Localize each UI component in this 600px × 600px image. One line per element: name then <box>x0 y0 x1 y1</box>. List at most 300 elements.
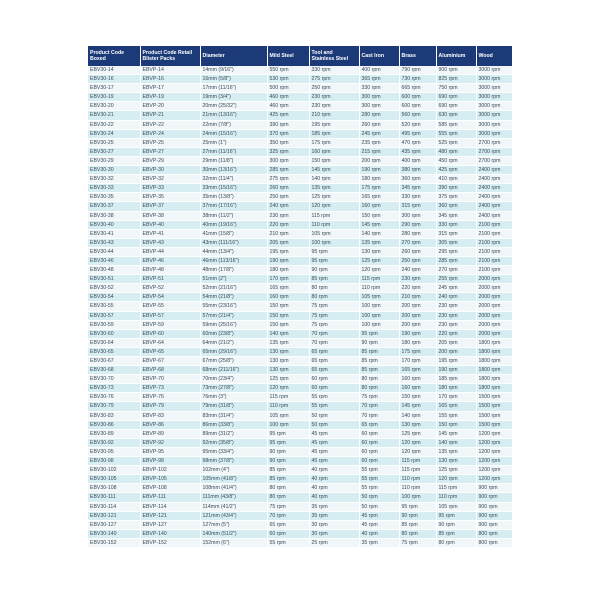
table-cell: 85 rpm <box>267 466 309 475</box>
table-cell: 330 rpm <box>359 84 399 93</box>
table-cell: EBVP-21 <box>140 111 200 120</box>
table-cell: EBVP-14 <box>140 66 200 75</box>
table-cell: 20mm (25/32") <box>200 102 267 111</box>
table-cell: 75 rpm <box>359 393 399 402</box>
table-cell: 95 rpm <box>399 502 436 511</box>
table-cell: EBV30-32 <box>88 175 140 184</box>
table-cell: EBV30-40 <box>88 220 140 229</box>
table-cell: EBVP-60 <box>140 329 200 338</box>
table-cell: 25 rpm <box>309 538 359 547</box>
table-cell: 40 rpm <box>359 529 399 538</box>
table-cell: 115 rpm <box>436 484 476 493</box>
table-cell: 140 rpm <box>359 229 399 238</box>
table-cell: 400 rpm <box>359 66 399 75</box>
table-cell: 95 rpm <box>359 329 399 338</box>
table-cell: 110 rpm <box>399 484 436 493</box>
table-cell: 90 rpm <box>399 511 436 520</box>
table-cell: 380 rpm <box>399 166 436 175</box>
table-cell: 135 rpm <box>436 447 476 456</box>
header-product-code-boxed: Product Code Boxed <box>88 46 140 66</box>
table-row <box>88 184 512 193</box>
table-cell: 70 rpm <box>359 402 399 411</box>
table-cell: 390 rpm <box>436 184 476 193</box>
table-cell: 155 rpm <box>436 411 476 420</box>
table-cell: 115 rpm <box>267 393 309 402</box>
table-cell: 35 rpm <box>309 511 359 520</box>
table-cell: EBVP-65 <box>140 347 200 356</box>
table-cell: EBVP-46 <box>140 256 200 265</box>
table-cell: 150 rpm <box>399 393 436 402</box>
table-cell: EBVP-35 <box>140 193 200 202</box>
table-row <box>88 147 512 156</box>
table-row <box>88 93 512 102</box>
table-cell: 152mm (6") <box>200 538 267 547</box>
table-row <box>88 229 512 238</box>
table-cell: 85 rpm <box>359 357 399 366</box>
table-cell: 130 rpm <box>399 420 436 429</box>
table-cell: 665 rpm <box>399 84 436 93</box>
table-cell: 195 rpm <box>436 357 476 366</box>
table-cell: 85 rpm <box>359 347 399 356</box>
table-row <box>88 475 512 484</box>
table-cell: 220 rpm <box>267 220 309 229</box>
table-cell: EBV30-152 <box>88 538 140 547</box>
table-cell: 600 rpm <box>399 93 436 102</box>
table-cell: 120 rpm <box>267 384 309 393</box>
table-cell: 140 rpm <box>309 175 359 184</box>
table-cell: EBV30-41 <box>88 229 140 238</box>
table-cell: 525 rpm <box>436 138 476 147</box>
table-cell: 35 rpm <box>309 502 359 511</box>
table-cell: EBVP-27 <box>140 147 200 156</box>
table-row <box>88 256 512 265</box>
table-cell: 64mm (21/2") <box>200 338 267 347</box>
table-cell: 900 rpm <box>476 493 512 502</box>
table-row <box>88 220 512 229</box>
table-cell: 205 rpm <box>267 238 309 247</box>
table-cell: 40 rpm <box>309 475 359 484</box>
table-cell: 180 rpm <box>359 175 399 184</box>
table-cell: 65 rpm <box>359 420 399 429</box>
table-cell: EBV30-102 <box>88 466 140 475</box>
table-cell: EBVP-73 <box>140 384 200 393</box>
table-cell: 350 rpm <box>267 138 309 147</box>
table-cell: 50 rpm <box>359 493 399 502</box>
table-cell: 75 rpm <box>399 538 436 547</box>
table-cell: 2700 rpm <box>476 147 512 156</box>
table-cell: 275 rpm <box>309 75 359 84</box>
table-cell: 135 rpm <box>309 184 359 193</box>
table-cell: 65 rpm <box>309 357 359 366</box>
table-cell: 70 rpm <box>267 511 309 520</box>
table-row <box>88 529 512 538</box>
table-cell: 3000 rpm <box>476 93 512 102</box>
table-cell: EBVP-37 <box>140 202 200 211</box>
table-cell: 48mm (17/8") <box>200 266 267 275</box>
table-cell: EBV30-54 <box>88 293 140 302</box>
table-cell: 230 rpm <box>309 93 359 102</box>
table-row <box>88 120 512 129</box>
table-row <box>88 457 512 466</box>
table-cell: 60 rpm <box>359 447 399 456</box>
table-row <box>88 129 512 138</box>
table-row <box>88 193 512 202</box>
table-cell: EBV30-55 <box>88 302 140 311</box>
table-cell: EBV30-25 <box>88 138 140 147</box>
table-cell: 60 rpm <box>359 457 399 466</box>
table-cell: EBVP-33 <box>140 184 200 193</box>
table-cell: EBV30-83 <box>88 411 140 420</box>
table-cell: 460 rpm <box>267 102 309 111</box>
table-cell: 3000 rpm <box>476 75 512 84</box>
table-cell: EBVP-22 <box>140 120 200 129</box>
table-cell: 360 rpm <box>436 202 476 211</box>
table-cell: EBVP-59 <box>140 320 200 329</box>
table-cell: 375 rpm <box>436 193 476 202</box>
table-cell: 95 rpm <box>267 438 309 447</box>
table-cell: EBV30-46 <box>88 256 140 265</box>
table-cell: 470 rpm <box>399 138 436 147</box>
table-cell: 85 rpm <box>267 475 309 484</box>
table-cell: 95 rpm <box>267 429 309 438</box>
table-cell: 200 rpm <box>399 311 436 320</box>
table-cell: 500 rpm <box>267 84 309 93</box>
table-cell: 520 rpm <box>399 120 436 129</box>
table-cell: 60 rpm <box>359 429 399 438</box>
table-cell: EBVP-121 <box>140 511 200 520</box>
table-cell: 730 rpm <box>399 75 436 84</box>
table-cell: EBV30-86 <box>88 420 140 429</box>
table-cell: 160 rpm <box>399 384 436 393</box>
table-cell: 85 rpm <box>309 275 359 284</box>
table-cell: 33mm (15/16") <box>200 184 267 193</box>
table-cell: 600 rpm <box>399 102 436 111</box>
table-cell: 35 rpm <box>359 538 399 547</box>
table-cell: 95mm (33/4") <box>200 447 267 456</box>
table-cell: EBVP-140 <box>140 529 200 538</box>
table-cell: EBVP-127 <box>140 520 200 529</box>
table-cell: 50 rpm <box>309 411 359 420</box>
table-cell: 90 rpm <box>359 338 399 347</box>
table-cell: 1500 rpm <box>476 393 512 402</box>
table-cell: 2100 rpm <box>476 238 512 247</box>
table-cell: 110 rpm <box>309 220 359 229</box>
table-cell: 900 rpm <box>436 66 476 75</box>
table-cell: EBV30-98 <box>88 457 140 466</box>
table-cell: EBVP-89 <box>140 429 200 438</box>
table-cell: 111mm (43/8") <box>200 493 267 502</box>
table-cell: 2400 rpm <box>476 193 512 202</box>
table-cell: 330 rpm <box>399 193 436 202</box>
table-row <box>88 302 512 311</box>
table-cell: EBV30-21 <box>88 111 140 120</box>
table-cell: 90 rpm <box>267 457 309 466</box>
table-cell: 114mm (41/2") <box>200 502 267 511</box>
table-cell: EBV30-92 <box>88 438 140 447</box>
table-cell: 315 rpm <box>399 202 436 211</box>
table-cell: 85 rpm <box>359 366 399 375</box>
table-cell: 800 rpm <box>476 538 512 547</box>
table-row <box>88 357 512 366</box>
table-cell: 585 rpm <box>436 120 476 129</box>
table-cell: 530 rpm <box>267 75 309 84</box>
table-cell: 185 rpm <box>436 375 476 384</box>
header-brass: Brass <box>399 46 436 66</box>
table-cell: EBVP-102 <box>140 466 200 475</box>
table-cell: 800 rpm <box>476 529 512 538</box>
header-tool-stainless-steel: Tool and Stainless Steel <box>309 46 359 66</box>
table-cell: 1800 rpm <box>476 384 512 393</box>
table-cell: 180 rpm <box>399 338 436 347</box>
table-cell: EBVP-108 <box>140 484 200 493</box>
table-cell: 240 rpm <box>267 202 309 211</box>
table-cell: 200 rpm <box>436 347 476 356</box>
table-cell: 170 rpm <box>436 393 476 402</box>
table-cell: 16mm (5/8") <box>200 75 267 84</box>
table-row <box>88 211 512 220</box>
table-body <box>88 66 512 547</box>
table-cell: 900 rpm <box>476 502 512 511</box>
table-cell: EBV30-60 <box>88 329 140 338</box>
table-cell: EBV30-111 <box>88 493 140 502</box>
table-cell: 1200 rpm <box>476 429 512 438</box>
table-cell: 70 rpm <box>309 329 359 338</box>
table-cell: 1200 rpm <box>476 438 512 447</box>
table-cell: 230 rpm <box>399 275 436 284</box>
table-cell: 370 rpm <box>267 129 309 138</box>
table-cell: EBVP-152 <box>140 538 200 547</box>
table-cell: 150 rpm <box>436 420 476 429</box>
table-cell: 80 rpm <box>359 375 399 384</box>
table-cell: 27mm (11/16") <box>200 147 267 156</box>
table-cell: 2100 rpm <box>476 247 512 256</box>
table-cell: 80 rpm <box>309 284 359 293</box>
table-cell: 280 rpm <box>399 229 436 238</box>
table-cell: 57mm (21/4") <box>200 311 267 320</box>
table-cell: 160 rpm <box>309 147 359 156</box>
table-cell: 85 rpm <box>436 529 476 538</box>
table-row <box>88 238 512 247</box>
table-cell: 70mm (23/4") <box>200 375 267 384</box>
table-cell: 110 rpm <box>436 493 476 502</box>
table-cell: EBVP-24 <box>140 129 200 138</box>
table-cell: 2100 rpm <box>476 220 512 229</box>
table-row <box>88 320 512 329</box>
table-cell: EBV30-16 <box>88 75 140 84</box>
table-cell: 30 rpm <box>309 529 359 538</box>
table-cell: EBV30-114 <box>88 502 140 511</box>
table-cell: 140 rpm <box>267 329 309 338</box>
table-cell: EBVP-57 <box>140 311 200 320</box>
table-cell: EBV30-89 <box>88 429 140 438</box>
table-cell: EBV30-127 <box>88 520 140 529</box>
table-cell: 130 rpm <box>267 366 309 375</box>
table-cell: 45 rpm <box>309 438 359 447</box>
table-cell: 65 rpm <box>267 520 309 529</box>
table-cell: 480 rpm <box>436 147 476 156</box>
table-cell: 165 rpm <box>399 366 436 375</box>
table-cell: 175 rpm <box>359 184 399 193</box>
table-cell: 45 rpm <box>309 447 359 456</box>
table-cell: EBVP-16 <box>140 75 200 84</box>
table-cell: 75 rpm <box>267 502 309 511</box>
table-row <box>88 329 512 338</box>
table-row <box>88 447 512 456</box>
table-cell: 115 rpm <box>359 275 399 284</box>
table-cell: 2400 rpm <box>476 202 512 211</box>
table-cell: 295 rpm <box>436 247 476 256</box>
table-cell: 2000 rpm <box>476 302 512 311</box>
table-cell: EBV30-35 <box>88 193 140 202</box>
table-cell: 140 rpm <box>436 438 476 447</box>
table-cell: 115 rpm <box>399 457 436 466</box>
table-cell: 425 rpm <box>267 111 309 120</box>
table-cell: 245 rpm <box>359 129 399 138</box>
table-cell: 45 rpm <box>309 457 359 466</box>
table-cell: 127mm (5") <box>200 520 267 529</box>
table-row <box>88 511 512 520</box>
table-cell: 145 rpm <box>436 429 476 438</box>
table-cell: 205 rpm <box>436 338 476 347</box>
table-cell: EBVP-48 <box>140 266 200 275</box>
table-cell: 270 rpm <box>436 266 476 275</box>
table-cell: 550 rpm <box>267 66 309 75</box>
table-cell: 170 rpm <box>267 275 309 284</box>
table-cell: 67mm (25/8") <box>200 357 267 366</box>
table-cell: 1800 rpm <box>476 347 512 356</box>
table-cell: EBV30-48 <box>88 266 140 275</box>
table-cell: 2000 rpm <box>476 311 512 320</box>
table-cell: 2100 rpm <box>476 229 512 238</box>
table-cell: 55 rpm <box>267 538 309 547</box>
table-row <box>88 247 512 256</box>
table-cell: 260 rpm <box>267 184 309 193</box>
table-cell: 2000 rpm <box>476 329 512 338</box>
table-row <box>88 429 512 438</box>
table-cell: 17mm (11/16") <box>200 84 267 93</box>
table-cell: 3000 rpm <box>476 66 512 75</box>
table-cell: 200 rpm <box>399 320 436 329</box>
table-cell: EBV30-76 <box>88 393 140 402</box>
table-row <box>88 393 512 402</box>
table-row <box>88 438 512 447</box>
table-cell: 110 rpm <box>399 475 436 484</box>
table-row <box>88 175 512 184</box>
table-cell: 105 rpm <box>309 229 359 238</box>
table-cell: 390 rpm <box>267 120 309 129</box>
table-cell: 105 rpm <box>359 293 399 302</box>
table-cell: 145 rpm <box>359 220 399 229</box>
table-cell: EBVP-70 <box>140 375 200 384</box>
table-cell: 105 rpm <box>436 502 476 511</box>
table-cell: 1500 rpm <box>476 411 512 420</box>
table-cell: 235 rpm <box>359 138 399 147</box>
table-cell: 50 rpm <box>309 420 359 429</box>
table-cell: EBVP-64 <box>140 338 200 347</box>
table-cell: 130 rpm <box>267 347 309 356</box>
table-cell: 790 rpm <box>399 66 436 75</box>
table-cell: 115 rpm <box>399 466 436 475</box>
table-cell: 44mm (13/4") <box>200 247 267 256</box>
table-cell: EBVP-51 <box>140 275 200 284</box>
table-cell: 435 rpm <box>399 147 436 156</box>
table-cell: 60 rpm <box>309 384 359 393</box>
table-cell: 2400 rpm <box>476 175 512 184</box>
table-cell: EBVP-41 <box>140 229 200 238</box>
table-cell: EBV30-19 <box>88 93 140 102</box>
table-cell: 210 rpm <box>309 111 359 120</box>
table-cell: 230 rpm <box>267 211 309 220</box>
table-cell: 160 rpm <box>267 293 309 302</box>
header-wood: Wood <box>476 46 512 66</box>
table-cell: 190 rpm <box>359 166 399 175</box>
table-cell: 37mm (17/16") <box>200 202 267 211</box>
table-cell: 1200 rpm <box>476 475 512 484</box>
table-cell: 240 rpm <box>399 266 436 275</box>
table-cell: 40 rpm <box>309 484 359 493</box>
table-cell: 245 rpm <box>436 284 476 293</box>
table-cell: EBV30-24 <box>88 129 140 138</box>
table-cell: EBV30-14 <box>88 66 140 75</box>
table-cell: 190 rpm <box>436 366 476 375</box>
table-cell: EBV30-37 <box>88 202 140 211</box>
table-cell: 100 rpm <box>309 238 359 247</box>
table-cell: EBV30-30 <box>88 166 140 175</box>
table-row <box>88 156 512 165</box>
table-cell: EBV30-33 <box>88 184 140 193</box>
table-cell: 180 rpm <box>436 384 476 393</box>
table-cell: 175 rpm <box>309 138 359 147</box>
table-cell: 145 rpm <box>399 402 436 411</box>
table-cell: 80 rpm <box>399 529 436 538</box>
table-cell: 900 rpm <box>476 484 512 493</box>
table-cell: EBVP-114 <box>140 502 200 511</box>
table-cell: EBVP-32 <box>140 175 200 184</box>
table-cell: 145 rpm <box>309 166 359 175</box>
table-cell: 65 rpm <box>309 347 359 356</box>
table-cell: 90 rpm <box>309 266 359 275</box>
table-cell: 25mm (1") <box>200 138 267 147</box>
header-aluminium: Aluminium <box>436 46 476 66</box>
table-cell: 210 rpm <box>267 229 309 238</box>
table-cell: 52mm (21/16") <box>200 284 267 293</box>
table-cell: 220 rpm <box>399 284 436 293</box>
table-cell: 190 rpm <box>267 256 309 265</box>
table-cell: 80 rpm <box>267 493 309 502</box>
table-cell: 90 rpm <box>436 520 476 529</box>
table-cell: 100 rpm <box>359 311 399 320</box>
table-cell: 105mm (41/8") <box>200 475 267 484</box>
table-cell: 175 rpm <box>399 347 436 356</box>
table-cell: 135 rpm <box>267 338 309 347</box>
table-row <box>88 275 512 284</box>
table-cell: 2400 rpm <box>476 166 512 175</box>
table-cell: EBV30-22 <box>88 120 140 129</box>
table-cell: 51mm (2") <box>200 275 267 284</box>
table-cell: 55 rpm <box>359 466 399 475</box>
table-cell: 80 rpm <box>267 484 309 493</box>
table-cell: EBV30-64 <box>88 338 140 347</box>
header-mild-steel: Mild Steel <box>267 46 309 66</box>
table-row <box>88 411 512 420</box>
table-cell: 275 rpm <box>267 175 309 184</box>
table-cell: 70 rpm <box>309 338 359 347</box>
table-cell: 150 rpm <box>267 302 309 311</box>
table-cell: 125 rpm <box>436 466 476 475</box>
table-cell: EBVP-67 <box>140 357 200 366</box>
table-cell: 2000 rpm <box>476 293 512 302</box>
table-cell: 100 rpm <box>399 493 436 502</box>
